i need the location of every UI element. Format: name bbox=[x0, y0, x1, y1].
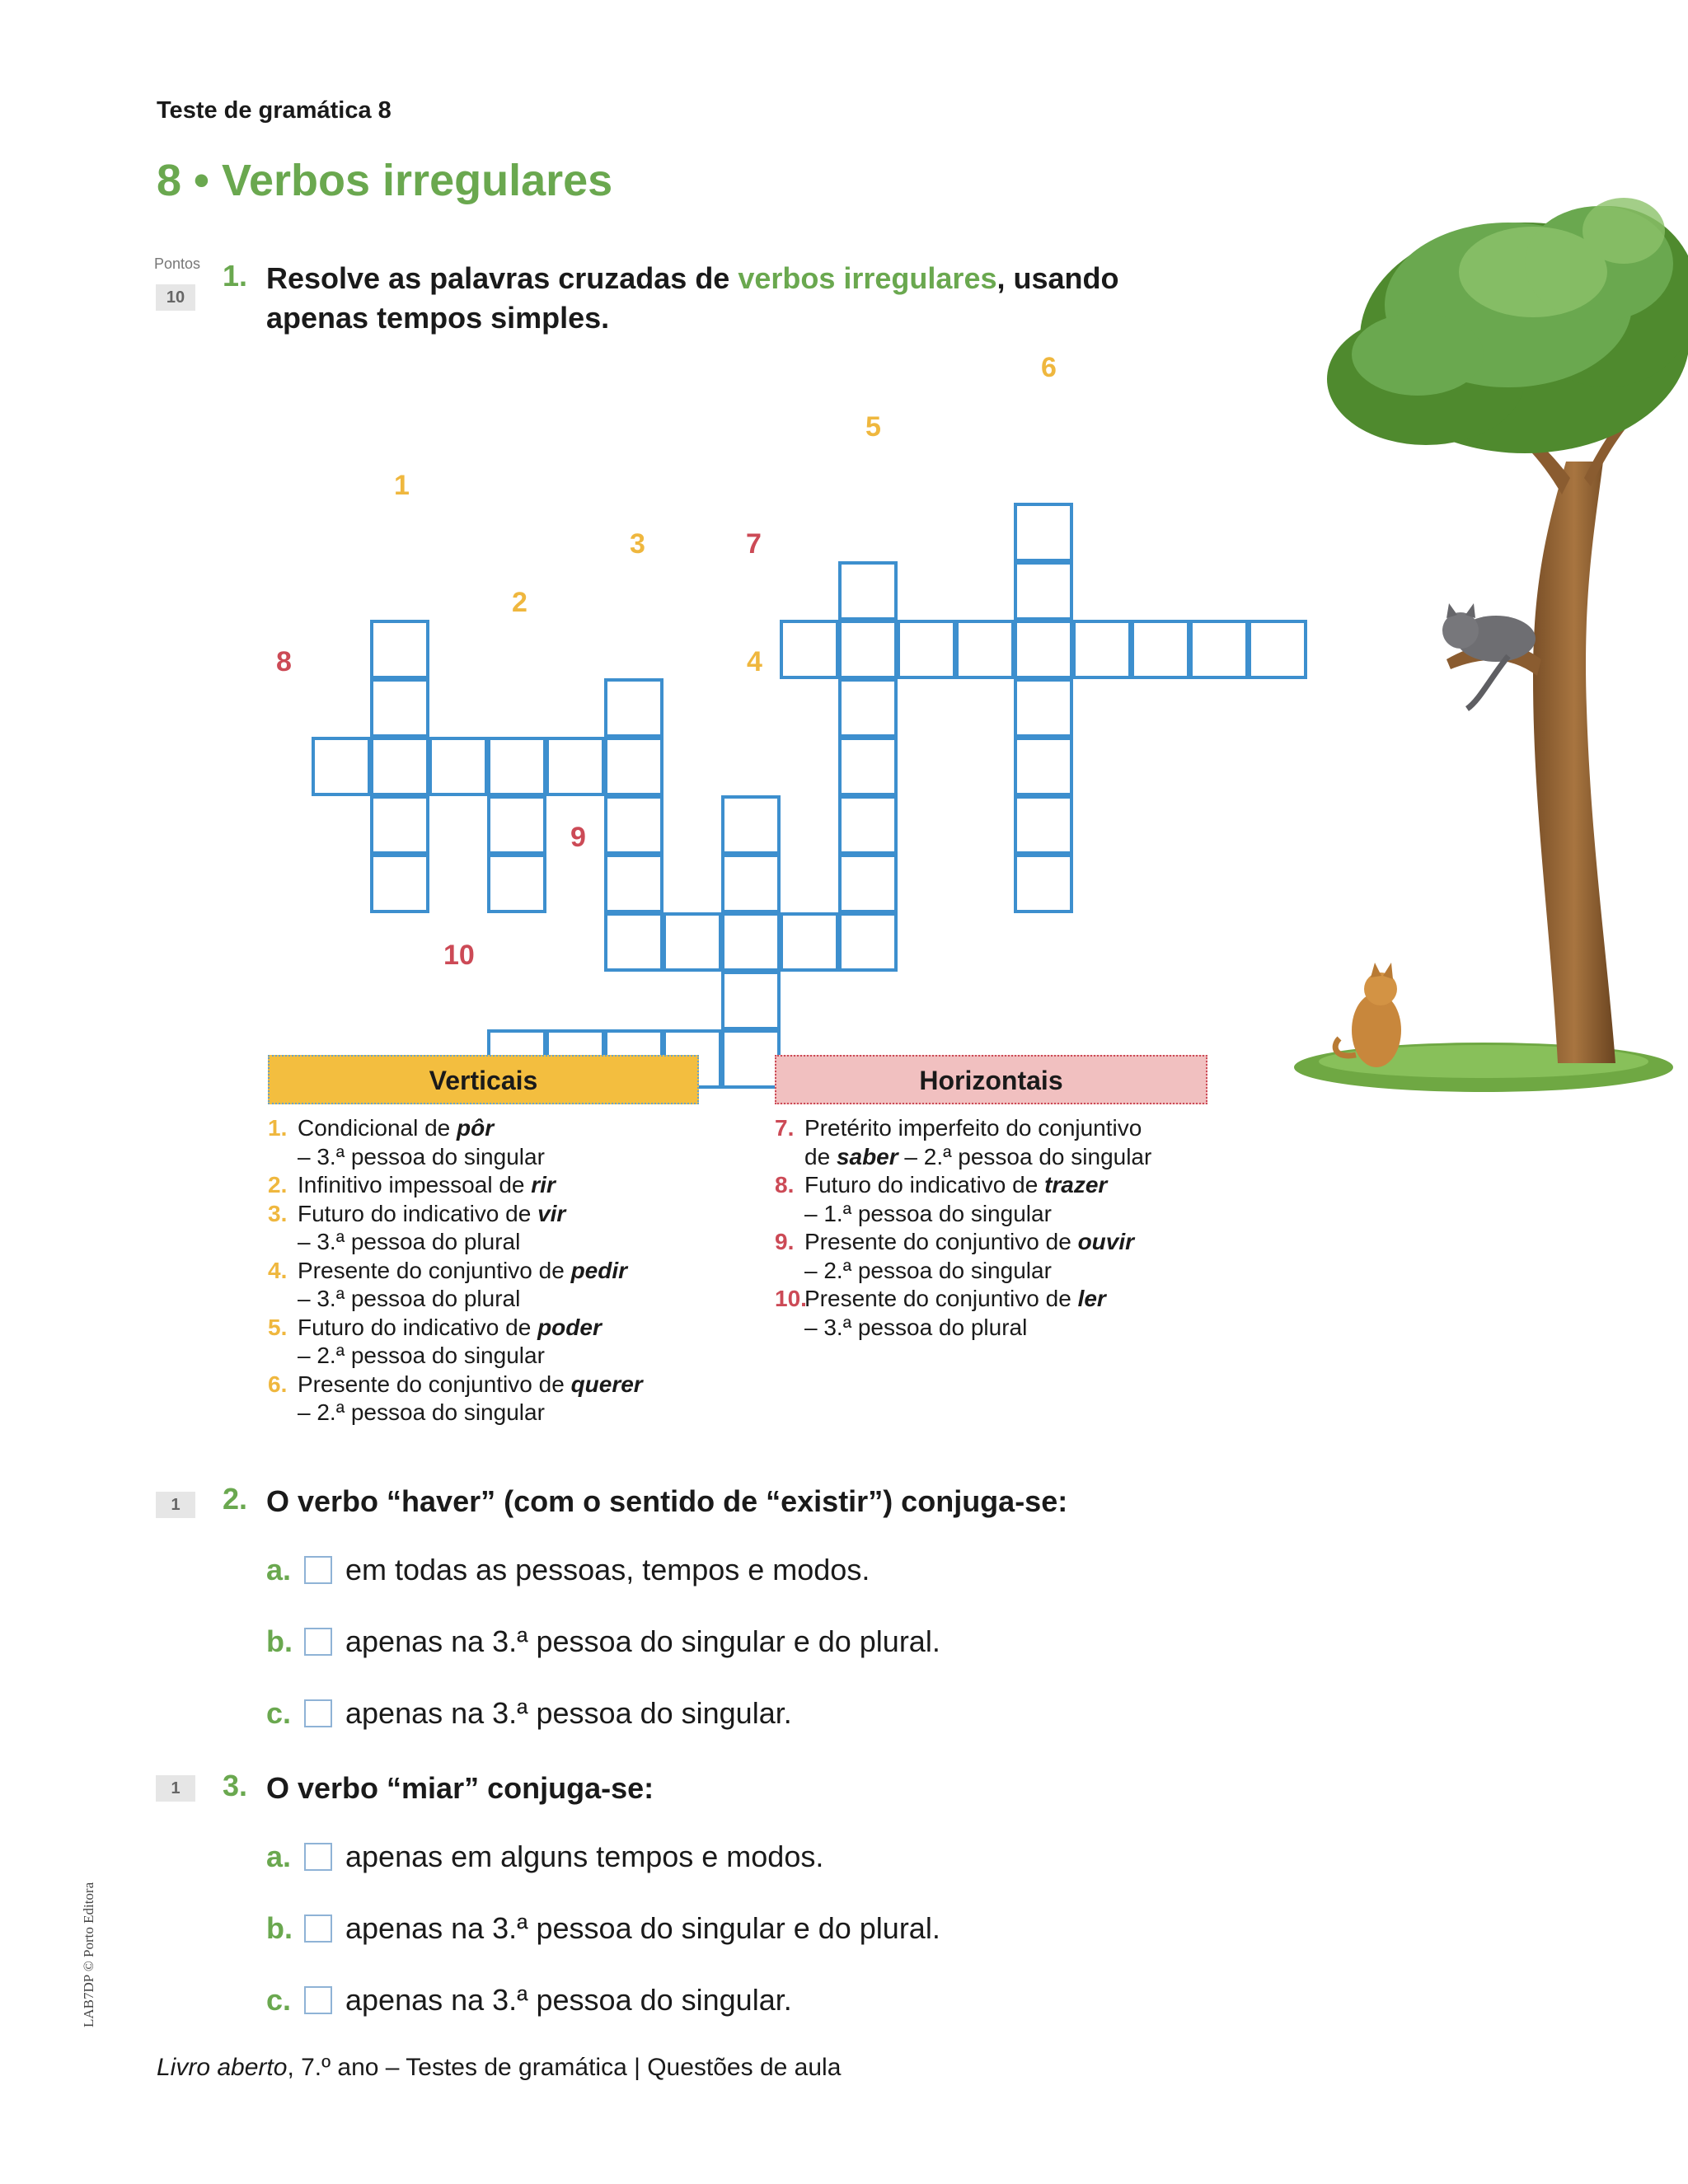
crossword-cell[interactable] bbox=[721, 1029, 781, 1089]
clue-text bbox=[804, 1171, 1107, 1228]
clue-number: 7. bbox=[775, 1115, 795, 1141]
vertical-clue-1 bbox=[268, 1114, 713, 1171]
page-title: 8 • Verbos irregulares bbox=[157, 156, 613, 205]
crossword-cell[interactable] bbox=[1014, 854, 1073, 913]
clue-number-3: 3 bbox=[630, 528, 645, 560]
question-3-option-b bbox=[266, 1911, 940, 1946]
clue-text-post: – 2.ª pessoa do singular bbox=[804, 1257, 1052, 1283]
clue-verb: ler bbox=[1077, 1286, 1106, 1311]
clue-number-5: 5 bbox=[865, 411, 881, 443]
horizontais-header: Horizontais bbox=[775, 1055, 1207, 1104]
question-2-number: 2. bbox=[223, 1482, 248, 1516]
clue-text-pre: Presente do conjuntivo de bbox=[804, 1229, 1078, 1254]
crossword-cell[interactable] bbox=[721, 854, 781, 913]
clue-verb: ouvir bbox=[1077, 1229, 1135, 1254]
verticais-header: Verticais bbox=[268, 1055, 699, 1104]
clue-text bbox=[298, 1200, 565, 1257]
option-text: apenas na 3.ª pessoa do singular. bbox=[345, 1696, 792, 1730]
crossword-cell[interactable] bbox=[1131, 620, 1190, 679]
clue-number-6: 6 bbox=[1041, 352, 1057, 383]
clue-text-post: – 3.ª pessoa do singular bbox=[298, 1143, 545, 1169]
crossword-cell[interactable] bbox=[370, 620, 429, 679]
option-checkbox[interactable] bbox=[304, 1843, 332, 1871]
option-text: apenas em alguns tempos e modos. bbox=[345, 1840, 824, 1873]
clue-text bbox=[298, 1314, 602, 1371]
clue-number-2: 2 bbox=[512, 587, 528, 618]
points-badge-q2: 1 bbox=[156, 1492, 195, 1518]
crossword-cell[interactable] bbox=[370, 737, 429, 796]
clue-number-4: 4 bbox=[747, 646, 762, 677]
header-label: Teste de gramática 8 bbox=[157, 97, 392, 124]
clue-verb: saber bbox=[836, 1143, 898, 1169]
clue-number: 8. bbox=[775, 1172, 795, 1197]
option-text: apenas na 3.ª pessoa do singular e do plural. bbox=[345, 1624, 940, 1658]
option-checkbox[interactable] bbox=[304, 1628, 332, 1656]
option-checkbox[interactable] bbox=[304, 1915, 332, 1943]
crossword-cell[interactable] bbox=[312, 737, 371, 796]
question-3-option-c bbox=[266, 1983, 792, 2018]
clue-text-post: – 2.ª pessoa do singular bbox=[298, 1399, 545, 1425]
footer-book-title: Livro aberto bbox=[157, 2054, 288, 2081]
clue-verb: poder bbox=[537, 1314, 602, 1340]
question-3-option-a bbox=[266, 1840, 823, 1874]
clue-text-post: – 3.ª pessoa do plural bbox=[804, 1314, 1028, 1340]
question-2-option-a bbox=[266, 1553, 870, 1587]
vertical-clue-4 bbox=[268, 1257, 713, 1314]
clue-number-8: 8 bbox=[276, 646, 292, 677]
crossword-cell[interactable] bbox=[604, 854, 663, 913]
horizontal-clue-9 bbox=[775, 1228, 1220, 1285]
clue-number-7: 7 bbox=[746, 528, 762, 560]
option-text: em todas as pessoas, tempos e modos. bbox=[345, 1553, 870, 1586]
verticais-clue-list bbox=[268, 1114, 713, 1427]
question-3-number: 3. bbox=[223, 1769, 248, 1802]
crossword-cell[interactable] bbox=[1014, 503, 1073, 562]
crossword-cell[interactable] bbox=[663, 912, 722, 972]
option-letter: b. bbox=[266, 1911, 293, 1945]
points-badge-q3: 1 bbox=[156, 1775, 195, 1802]
clue-number-1: 1 bbox=[394, 470, 410, 501]
question-2-text: O verbo “haver” (com o sentido de “existir”) conjuga-se: bbox=[266, 1484, 1068, 1518]
clue-text-pre: Infinitivo impessoal de bbox=[298, 1172, 532, 1197]
clue-text-pre: Futuro do indicativo de bbox=[804, 1172, 1045, 1197]
clue-text bbox=[804, 1285, 1106, 1342]
question-1-text bbox=[266, 259, 1189, 338]
option-letter: a. bbox=[266, 1840, 292, 1873]
crossword-cell[interactable] bbox=[721, 795, 781, 855]
crossword-cell[interactable] bbox=[838, 561, 898, 621]
question-2-option-b bbox=[266, 1624, 940, 1659]
horizontal-clue-10 bbox=[775, 1285, 1220, 1342]
crossword-cell[interactable] bbox=[1014, 795, 1073, 855]
crossword-cell[interactable] bbox=[487, 795, 546, 855]
vertical-clue-2 bbox=[268, 1171, 713, 1200]
crossword-cell[interactable] bbox=[604, 678, 663, 738]
footer bbox=[157, 2054, 841, 2082]
clue-text-post: – 2.ª pessoa do singular bbox=[298, 1343, 545, 1368]
option-letter: a. bbox=[266, 1553, 292, 1586]
clue-text-pre: Presente do conjuntivo de bbox=[298, 1257, 571, 1283]
clue-number: 2. bbox=[268, 1172, 288, 1197]
clue-number: 9. bbox=[775, 1229, 795, 1254]
clue-number: 4. bbox=[268, 1257, 288, 1283]
footer-rest: , 7.º ano – Testes de gramática | Questões de aula bbox=[287, 2054, 842, 2081]
clue-text bbox=[804, 1228, 1134, 1285]
clue-text bbox=[298, 1114, 545, 1171]
points-badge-q1: 10 bbox=[156, 284, 195, 311]
clue-verb: trazer bbox=[1044, 1172, 1108, 1197]
crossword-cell[interactable] bbox=[1014, 561, 1073, 621]
clue-verb: rir bbox=[531, 1172, 556, 1197]
option-text: apenas na 3.ª pessoa do singular e do plural. bbox=[345, 1911, 940, 1945]
clue-number-9: 9 bbox=[570, 822, 586, 853]
crossword-cell[interactable] bbox=[370, 678, 429, 738]
crossword-cell[interactable] bbox=[838, 737, 898, 796]
crossword-cell[interactable] bbox=[370, 795, 429, 855]
clue-text bbox=[804, 1114, 1151, 1171]
crossword-cell[interactable] bbox=[1189, 620, 1249, 679]
crossword-cell[interactable] bbox=[1014, 620, 1073, 679]
clue-number: 10. bbox=[775, 1286, 807, 1311]
crossword-cell[interactable] bbox=[838, 620, 898, 679]
question-1-highlight: verbos irregulares bbox=[738, 261, 997, 295]
clue-text bbox=[298, 1171, 556, 1200]
crossword-cell[interactable] bbox=[1014, 678, 1073, 738]
points-label: Pontos bbox=[154, 255, 201, 272]
option-letter: c. bbox=[266, 1983, 292, 2017]
crossword-cell[interactable] bbox=[429, 737, 488, 796]
clue-text-pre: Presente do conjuntivo de bbox=[804, 1286, 1078, 1311]
question-2-option-c bbox=[266, 1696, 792, 1731]
option-letter: b. bbox=[266, 1624, 293, 1658]
option-checkbox[interactable] bbox=[304, 1556, 332, 1584]
crossword-cell[interactable] bbox=[546, 737, 605, 796]
crossword-cell[interactable] bbox=[780, 620, 839, 679]
crossword-cell[interactable] bbox=[604, 737, 663, 796]
vertical-clue-3 bbox=[268, 1200, 713, 1257]
option-checkbox[interactable] bbox=[304, 1986, 332, 2014]
crossword-cell[interactable] bbox=[780, 912, 839, 972]
side-credit: LAB7DP © Porto Editora bbox=[81, 1882, 96, 2027]
clue-text bbox=[298, 1371, 643, 1427]
crossword-cell[interactable] bbox=[721, 912, 781, 972]
question-1-number: 1. bbox=[223, 259, 248, 293]
clue-text-post: – 3.ª pessoa do plural bbox=[298, 1229, 521, 1254]
option-letter: c. bbox=[266, 1696, 292, 1730]
clue-text-pre: Pretérito imperfeito do conjuntivo de bbox=[804, 1115, 1142, 1169]
crossword-cell[interactable] bbox=[721, 971, 781, 1030]
clue-text-pre: Presente do conjuntivo de bbox=[298, 1371, 571, 1397]
clue-number-10: 10 bbox=[443, 940, 475, 971]
clue-verb: pedir bbox=[570, 1257, 628, 1283]
horizontal-clue-7 bbox=[775, 1114, 1220, 1171]
crossword-cell[interactable] bbox=[955, 620, 1015, 679]
clue-number: 1. bbox=[268, 1115, 288, 1141]
clue-text-pre: Condicional de bbox=[298, 1115, 457, 1141]
clue-verb: pôr bbox=[457, 1115, 495, 1141]
crossword-cell[interactable] bbox=[487, 737, 546, 796]
clue-verb: vir bbox=[537, 1200, 566, 1226]
option-text: apenas na 3.ª pessoa do singular. bbox=[345, 1983, 792, 2017]
tree-illustration bbox=[1286, 132, 1688, 1104]
clue-text-pre: Futuro do indicativo de bbox=[298, 1200, 538, 1226]
clue-text bbox=[298, 1257, 627, 1314]
question-3-text: O verbo “miar” conjuga-se: bbox=[266, 1771, 654, 1805]
question-1-text-after: , usando apenas tempos simples. bbox=[266, 261, 1119, 335]
crossword-cell[interactable] bbox=[1072, 620, 1132, 679]
vertical-clue-6 bbox=[268, 1371, 713, 1427]
clue-number: 6. bbox=[268, 1371, 288, 1397]
clue-text-pre: Futuro do indicativo de bbox=[298, 1314, 538, 1340]
crossword-cell[interactable] bbox=[838, 795, 898, 855]
crossword-cell[interactable] bbox=[838, 854, 898, 913]
crossword-cell[interactable] bbox=[838, 912, 898, 972]
crossword-cell[interactable] bbox=[487, 854, 546, 913]
crossword-cell[interactable] bbox=[838, 678, 898, 738]
clue-number: 5. bbox=[268, 1314, 288, 1340]
crossword-cell[interactable] bbox=[604, 912, 663, 972]
question-1-text-before: Resolve as palavras cruzadas de bbox=[266, 261, 738, 295]
crossword-cell[interactable] bbox=[1014, 737, 1073, 796]
crossword-cell[interactable] bbox=[897, 620, 956, 679]
clue-number: 3. bbox=[268, 1200, 288, 1226]
clue-verb: querer bbox=[570, 1371, 643, 1397]
option-checkbox[interactable] bbox=[304, 1699, 332, 1727]
horizontal-clue-8 bbox=[775, 1171, 1220, 1228]
horizontais-clue-list bbox=[775, 1114, 1220, 1342]
clue-text-post: – 1.ª pessoa do singular bbox=[804, 1200, 1052, 1226]
clue-text-post: – 3.ª pessoa do plural bbox=[298, 1286, 521, 1311]
vertical-clue-5 bbox=[268, 1314, 713, 1371]
crossword-cell[interactable] bbox=[370, 854, 429, 913]
clue-text-post: – 2.ª pessoa do singular bbox=[898, 1143, 1152, 1169]
crossword-cell[interactable] bbox=[604, 795, 663, 855]
